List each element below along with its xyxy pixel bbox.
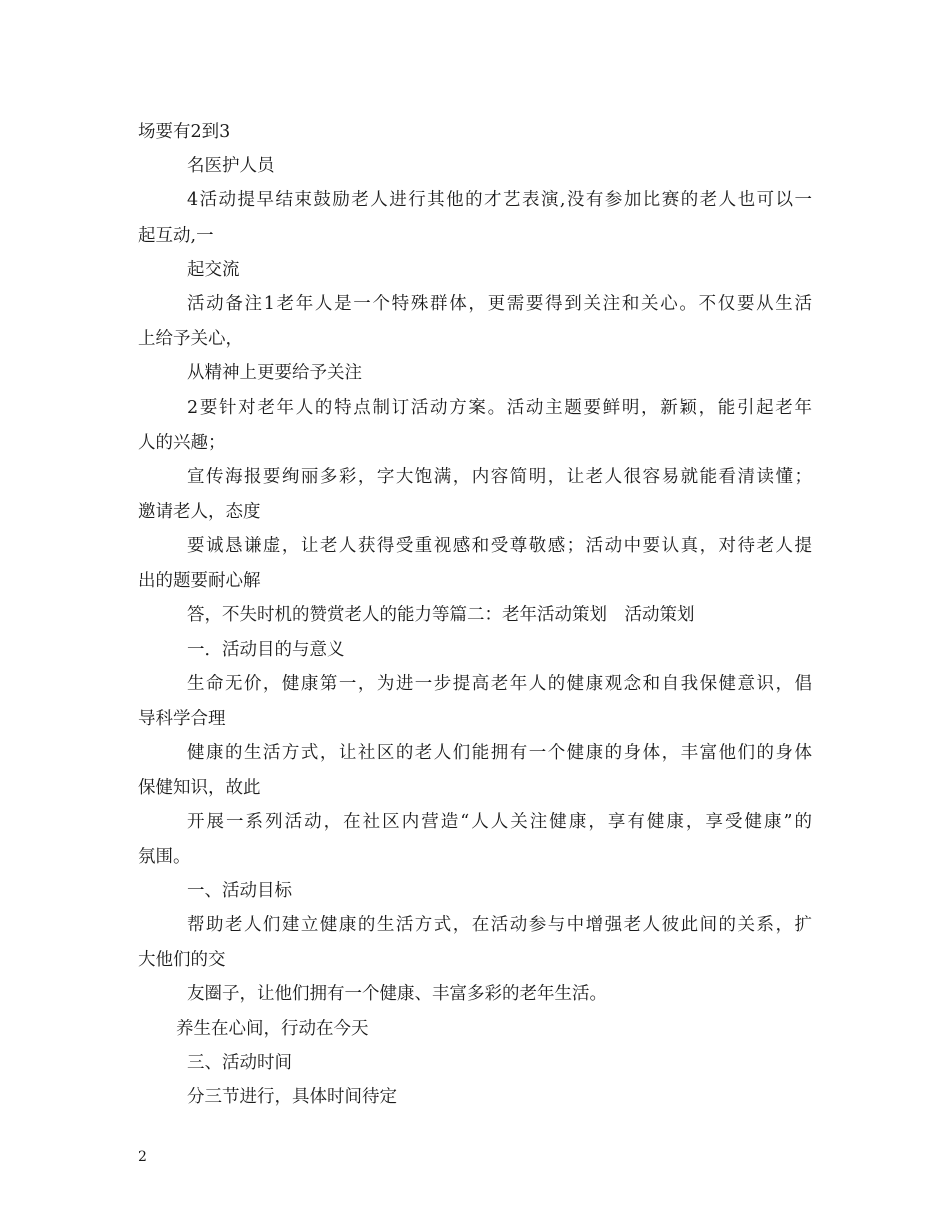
text-line: 活动备注1老年人是一个特殊群体，更需要得到关注和关心。不仅要从生活 <box>187 294 812 314</box>
text-line: 大他们的交 <box>138 950 226 970</box>
page-number: 2 <box>138 1149 147 1165</box>
text-line: 生命无价，健康第一，为进一步提高老年人的健康观念和自我保健意识，倡 <box>187 674 812 694</box>
text-line: 要诚恳谦虚，让老人获得受重视感和受尊敬感；活动中要认真，对待老人提 <box>187 536 812 556</box>
text-line: 友圈子，让他们拥有一个健康、丰富多彩的老年生活。 <box>187 984 607 1004</box>
text-line: 起互动,一 <box>138 226 214 246</box>
text-line: 宣传海报要绚丽多彩，字大饱满，内容简明，让老人很容易就能看清读懂； <box>187 467 812 487</box>
section-heading: 三、活动时间 <box>187 1053 292 1073</box>
text-line: 起交流 <box>187 260 240 280</box>
text-line: 健康的生活方式，让社区的老人们能拥有一个健康的身体，丰富他们的身体 <box>187 743 812 763</box>
text-line: 养生在心间，行动在今天 <box>176 1019 369 1039</box>
section-heading: 一．活动目的与意义 <box>187 640 345 660</box>
text-line: 2要针对老年人的特点制订活动方案。活动主题要鲜明，新颖，能引起老年 <box>187 398 812 418</box>
text-line: 邀请老人，态度 <box>138 502 261 522</box>
section-heading: 一、活动目标 <box>187 881 292 901</box>
text-line: 导科学合理 <box>138 709 226 729</box>
text-line: 答，不失时机的赞赏老人的能力等篇二：老年活动策划 活动策划 <box>187 605 695 625</box>
text-line: 4活动提早结束鼓励老人进行其他的才艺表演,没有参加比赛的老人也可以一 <box>187 190 812 210</box>
text-line: 人的兴趣； <box>138 433 226 453</box>
text-line: 出的题要耐心解 <box>138 571 261 591</box>
text-line: 分三节进行，具体时间待定 <box>187 1087 397 1107</box>
text-line: 名医护人员 <box>187 156 275 176</box>
text-line: 场要有2到3 <box>138 122 231 142</box>
text-line: 从精神上更要给予关注 <box>187 363 362 383</box>
text-line: 上给予关心， <box>138 329 243 349</box>
text-line: 开展一系列活动，在社区内营造“人人关注健康，享有健康，享受健康”的 <box>187 812 812 832</box>
text-line: 氛围。 <box>138 847 191 867</box>
text-line: 保健知识，故此 <box>138 778 261 798</box>
text-line: 帮助老人们建立健康的生活方式，在活动参与中增强老人彼此间的关系，扩 <box>187 915 812 935</box>
